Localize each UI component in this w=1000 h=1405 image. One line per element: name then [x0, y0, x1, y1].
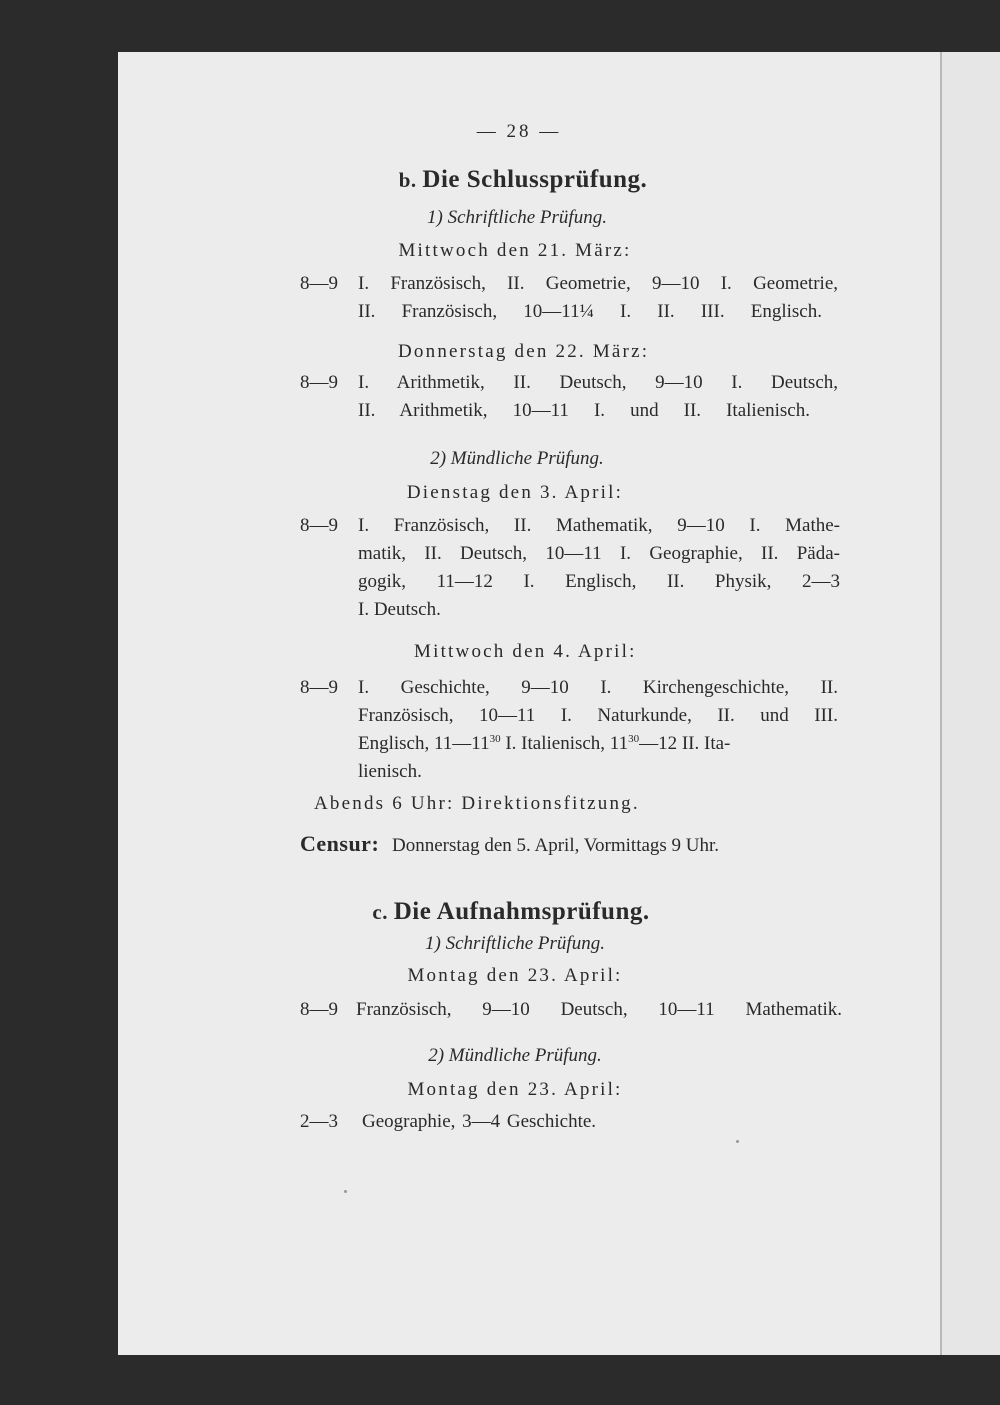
section-b-day1-line1: I. Französisch, II. Geometrie, 9—10 I. Geometrie,	[358, 273, 838, 294]
section-b-day4-date: Mittwoch den 4. April:	[414, 641, 637, 662]
section-c-day1-time: 8—9	[300, 999, 338, 1020]
section-c-prefix: c.	[372, 900, 388, 924]
section-b-oral-title: 2) Mündliche Prüfung.	[430, 448, 604, 469]
section-b-day4-line1: I. Geschichte, 9—10 I. Kirchengeschichte, II.	[358, 677, 838, 698]
section-b-written-title: 1) Schriftliche Prüfung.	[427, 207, 607, 228]
section-c-day1-date: Montag den 23. April:	[407, 965, 623, 986]
section-b-day3-time: 8—9	[300, 515, 338, 536]
section-b-day2-date: Donnerstag den 22. März:	[398, 341, 650, 362]
section-b-day1-time: 8—9	[300, 273, 338, 294]
day4-line3-part-c: —12 II. Ita-	[639, 733, 731, 754]
section-c-oral-title: 2) Mündliche Prüfung.	[428, 1045, 602, 1066]
section-c-day2-line1: Geographie, 3—4 Geschichte.	[362, 1111, 597, 1132]
section-c-written-title: 1) Schriftliche Prüfung.	[425, 933, 605, 954]
section-b-prefix: b.	[398, 168, 417, 192]
censur-label: Censur:	[300, 831, 380, 856]
section-b-day2-time: 8—9	[300, 372, 338, 393]
section-b-day3-date: Dienstag den 3. April:	[406, 482, 624, 503]
section-b-day2-line2: II. Arithmetik, 10—11 I. und II. Italienisch.	[358, 400, 810, 421]
section-b-day3-line4: I. Deutsch.	[358, 599, 441, 620]
section-b-day4-line3	[358, 732, 730, 756]
section-b-day3-line2: matik, II. Deutsch, 10—11 I. Geographie, II. Päda-	[358, 543, 840, 564]
day4-line3-superscript-1: 30	[489, 733, 501, 745]
section-b-evening-note: Abends 6 Uhr: Direktionsfitzung.	[314, 793, 640, 814]
section-b-day4-line4: lienisch.	[358, 761, 422, 782]
section-c-title: Die Aufnahmsprüfung.	[393, 898, 650, 925]
section-c-day2-date: Montag den 23. April:	[407, 1079, 623, 1100]
section-b-day1-date: Mittwoch den 21. März:	[398, 240, 632, 261]
section-b-day2-line1: I. Arithmetik, II. Deutsch, 9—10 I. Deutsch,	[358, 372, 838, 393]
day4-line3-part-b: I. Italienisch, 11	[500, 733, 629, 754]
section-b-heading	[112, 168, 934, 192]
section-b-day3-line1: I. Französisch, II. Mathematik, 9—10 I. Mathe-	[358, 515, 840, 536]
censur-text: Donnerstag den 5. April, Vormittags 9 Uhr.	[392, 835, 720, 856]
section-b-title: Die Schlussprüfung.	[422, 166, 648, 193]
section-b-day1-line2: II. Französisch, 10—11¼ I. II. III. Englisch.	[358, 301, 822, 322]
day4-line3-part-a: Englisch, 11—11	[358, 733, 490, 754]
section-b-day4-line2: Französisch, 10—11 I. Naturkunde, II. und III.	[358, 705, 838, 726]
scan-speck	[736, 1140, 739, 1143]
scan-speck	[344, 1190, 347, 1193]
censur-line	[300, 832, 719, 858]
section-c-heading	[100, 900, 922, 924]
section-c-day1-line1: Französisch, 9—10 Deutsch, 10—11 Mathematik.	[356, 999, 842, 1020]
day4-line3-superscript-2: 30	[628, 733, 640, 745]
section-b-day4-time: 8—9	[300, 677, 338, 698]
page-number: — 28 —	[476, 121, 562, 142]
section-c-day2-time: 2—3	[300, 1111, 338, 1132]
section-b-day3-line3: gogik, 11—12 I. Englisch, II. Physik, 2—3	[358, 571, 840, 592]
facing-page-edge	[940, 52, 1000, 1355]
